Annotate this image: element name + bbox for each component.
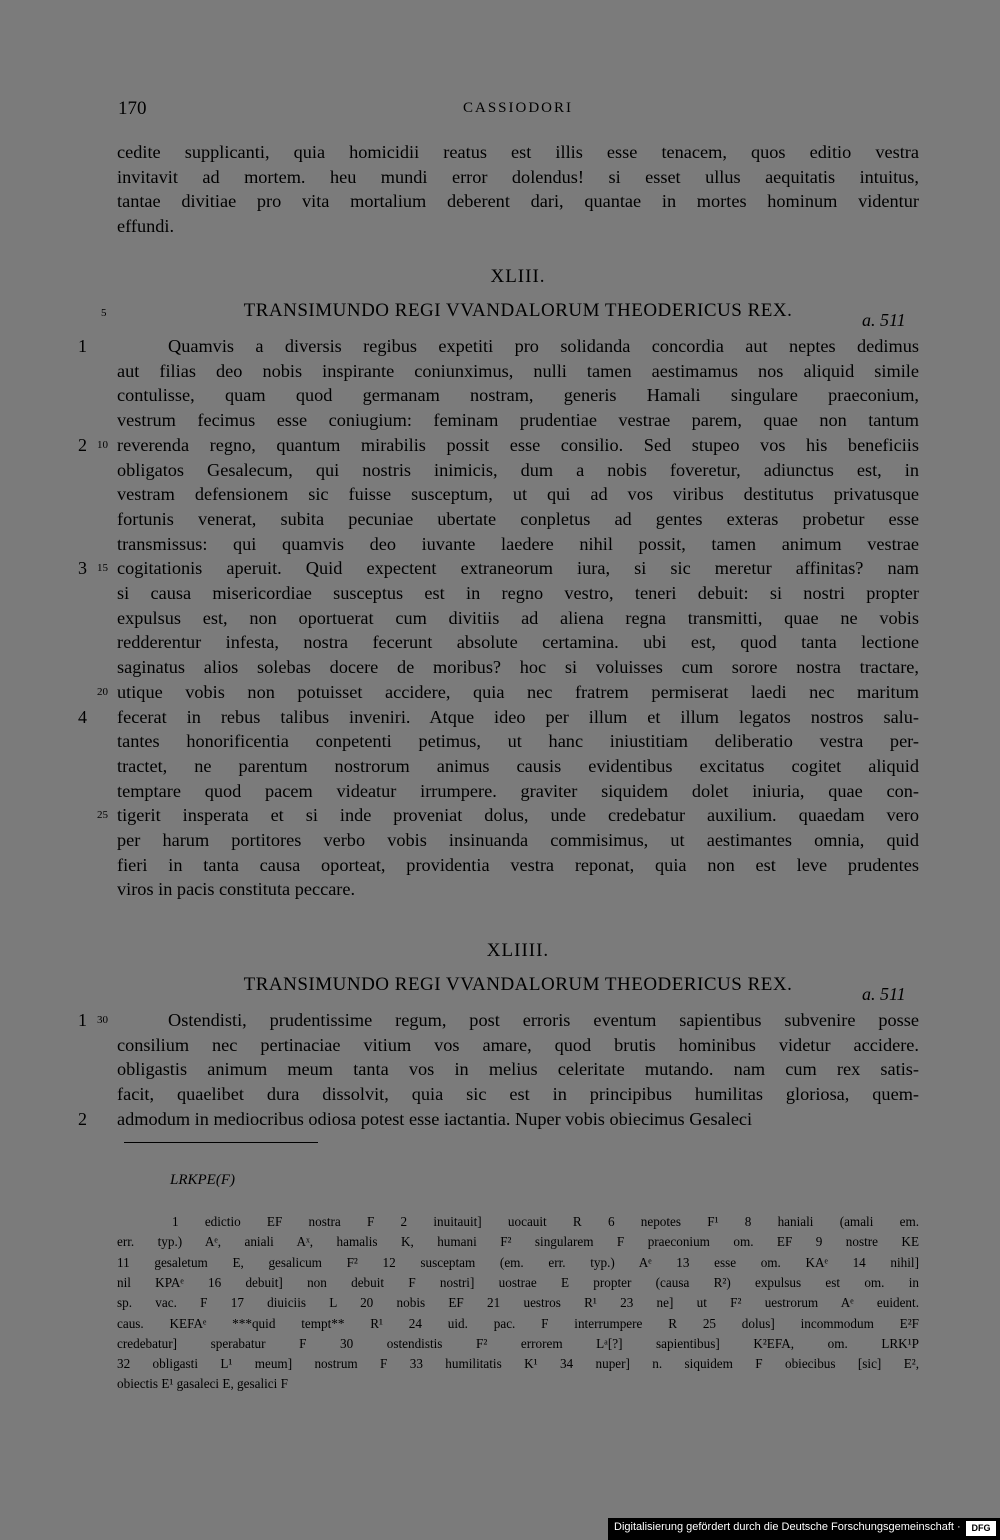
footer-text: Digitalisierung gefördert durch die Deutsche Forschungsgemeinschaft · [614, 1521, 961, 1533]
apparatus-line [117, 1354, 919, 1374]
apparatus-text: 32 obligasti L¹ meum] nostrum F 33 humilitatis K¹ 34 nuper] n. siquidem F obiecibus [sic] E², [117, 1356, 919, 1372]
footer-bar [608, 1518, 1000, 1540]
line-text: cogitationis aperuit. Quid expectent extraneorum iura, si sic meretur affinitas? nam [117, 558, 919, 579]
dfg-logo: DFG [966, 1521, 996, 1536]
apparatus-line [117, 1314, 919, 1334]
line-text: vestram defensionem sic fuisse susceptum, ut qui ad vos viribus destitutus privatusque [117, 484, 919, 505]
text-line [0, 828, 1000, 853]
line-text: fecerat in rebus talibus inveniri. Atque ideo per illum et illum legatos nostros salu- [117, 706, 919, 727]
line-text: effundi. [117, 216, 175, 237]
text-line [0, 581, 1000, 606]
apparatus-text: caus. KEFAᵉ ***quid tempt** R¹ 24 uid. pac. F interrumpere R 25 dolus] incommodum E²F [117, 1315, 919, 1331]
text-line [0, 532, 1000, 557]
text-line [0, 779, 1000, 804]
section-number: 2 [78, 1108, 87, 1129]
line-text: facit, quaelibet dura dissolvit, quia sic est in principibus humilitas gloriosa, quem- [117, 1084, 919, 1105]
letter-44-number: XLIIII. [486, 940, 550, 961]
text-line [0, 482, 1000, 507]
line-text: per harum portitores verbo vobis insinuanda commisimus, ut aestimantes omnia, quid [117, 830, 919, 850]
text-line [0, 1107, 1000, 1132]
section-number: 2 [78, 434, 87, 455]
text-line [0, 853, 1000, 878]
line-text: contulisse, quam quod germanam nostram, generis Hamali singulare praeconium, [117, 385, 919, 406]
line-text: admodum in mediocribus odiosa potest esse iactantia. Nuper vobis obiecimus Gesaleci [117, 1108, 753, 1129]
text-line [0, 383, 1000, 408]
line-text: transmissus: qui quamvis deo iuvante laedere nihil possit, tamen animum vestrae [117, 533, 919, 554]
footnote-rule [124, 1142, 318, 1143]
line-text: Quamvis a diversis regibus expetiti pro solidanda concordia aut neptes dedimus [168, 336, 919, 356]
line-text: tantes honorificentia conpetenti petimus, ut hanc iniustitiam deliberatio vestra per- [117, 731, 919, 752]
text-line [0, 408, 1000, 433]
letter-43-number: XLIII. [490, 266, 546, 287]
line-text: temptare quod pacem videatur irrumpere. graviter siquidem dolet iniuria, quae con- [117, 780, 919, 801]
text-line [0, 359, 1000, 384]
apparatus-line [117, 1334, 919, 1354]
line-text: fieri in tanta causa oporteat, providentia vestra reponat, quia non est leve prudentes [117, 854, 919, 875]
text-line [0, 1082, 1000, 1107]
text-line [0, 655, 1000, 680]
text-line [0, 458, 1000, 483]
apparatus-text: nil KPAᵉ 16 debuit] non debuit F nostri] uostrae E propter (causa R²) expulsus est om. in [117, 1274, 919, 1290]
text-line [0, 754, 1000, 779]
text-line [0, 729, 1000, 754]
apparatus-line [117, 1374, 919, 1394]
apparatus-text: credebatur] sperabatur F 30 ostendistis F² errorem Lᵃ[?] sapientibus] K²EFA, om. LRK¹P [117, 1335, 919, 1351]
apparatus-text: err. typ.) Aᵉ, aniali Aˣ, hamalis K, humani F² singularem F praeconium om. EF 9 nostre KE [117, 1234, 919, 1250]
text-line [0, 606, 1000, 631]
text-line [0, 630, 1000, 655]
line-text: utique vobis non potuisset accidere, quia nec fratrem permiserat laedi nec maritum [117, 681, 919, 702]
page-header [118, 98, 918, 124]
apparatus-line [117, 1253, 919, 1273]
line-text: aut filias deo nobis inspirante coniunximus, nulli tamen aestimamus nos aliquid simile [117, 360, 919, 381]
letter-44-date: a. 511 [862, 984, 906, 1004]
line-text: redderentur infesta, nostra fecerunt absolute certamina. ubi est, quod tanta lectione [117, 632, 919, 653]
line-number: 15 [97, 562, 108, 575]
text-line [0, 189, 1000, 214]
title-line-number: 5 [101, 307, 107, 319]
line-number: 25 [97, 809, 108, 822]
apparatus-line [117, 1212, 919, 1232]
text-line [0, 1033, 1000, 1058]
section-number: 1 [78, 336, 87, 356]
letter-43-date: a. 511 [862, 310, 906, 330]
line-text: cedite supplicanti, quia homicidii reatus est illis esse tenacem, quos editio vestra [117, 142, 919, 162]
line-text: reverenda regno, quantum mirabilis possit esse consilio. Sed stupeo vos his beneficiis [117, 434, 919, 455]
line-text: saginatus alios solebas docere de moribus? hoc si voluisses cum sorore nostra tractare, [117, 657, 919, 678]
line-text: expulsus est, non oportuerat cum divitiis ad aliena regna transmitti, quae ne vobis [117, 607, 919, 628]
section-number: 3 [78, 558, 87, 579]
line-text: si causa misericordiae susceptus est in regno vestro, teneri debuit: si nostri propter [117, 583, 919, 603]
line-text: fortunis venerat, subita pecuniae ubertate conpletus ad gentes exteras probetur esse [117, 508, 919, 529]
text-line [0, 140, 1000, 165]
line-text: obligastis animum meum tanta vos in melius celeritate mutando. nam cum rex satis- [117, 1059, 919, 1080]
line-text: viros in pacis constituta peccare. [117, 879, 356, 900]
apparatus-line [117, 1232, 919, 1252]
line-text: consilium nec pertinaciae vitium vos amare, quod brutis hominibus videtur accidere. [117, 1034, 919, 1055]
text-line [0, 165, 1000, 190]
text-line [0, 1057, 1000, 1082]
apparatus-text: sp. vac. F 17 diuiciis L 20 nobis EF 21 uestros R¹ 23 ne] ut F² uestrorum Aᵉ euident. [117, 1295, 919, 1311]
sigla: LRKPE(F) [170, 1172, 235, 1188]
section-number: 4 [78, 706, 87, 727]
running-head: CASSIODORI [462, 100, 573, 116]
text-line [0, 680, 1000, 705]
text-line [0, 877, 1000, 902]
text-line [0, 1008, 1000, 1033]
text-line [0, 705, 1000, 730]
page-number: 170 [118, 98, 147, 119]
apparatus-line [117, 1273, 919, 1293]
section-number: 1 [78, 1010, 87, 1030]
apparatus-line [117, 1293, 919, 1313]
apparatus-text: 11 gesaletum E, gesalicum F² 12 susceptam (em. err. typ.) Aᵉ 13 esse om. KAᵉ 14 nihil] [117, 1254, 919, 1270]
line-number: 20 [97, 685, 108, 698]
text-line [0, 334, 1000, 359]
line-text: tractet, ne parentum nostrorum animus causis evidentibus excitatus cogitet aliquid [117, 755, 919, 776]
text-line [0, 433, 1000, 458]
line-text: invitavit ad mortem. heu mundi error dolendus! si esset ullus aequitatis intuitus, [117, 166, 919, 187]
line-text: tantae divitiae pro vita mortalium deberent dari, quantae in mortes hominum videntur [117, 191, 919, 212]
apparatus-text: 1 edictio EF nostra F 2 inuitauit] uocauit R 6 nepotes F¹ 8 haniali (amali em. [172, 1214, 919, 1229]
letter-44-title: TRANSIMUNDO REGI VVANDALORUM THEODERICUS REX. [243, 974, 793, 995]
line-text: vestrum fecimus esse coniugium: feminam prudentiae vestrae parem, quae non tantum [117, 410, 919, 431]
line-text: tigerit insperata et si inde proveniat dolus, unde credebatur auxilium. quaedam vero [117, 805, 919, 826]
letter-43-title: TRANSIMUNDO REGI VVANDALORUM THEODERICUS REX. [243, 300, 793, 321]
text-line [0, 556, 1000, 581]
line-text: obligatos Gesalecum, qui nostris inimicis, dum a nobis foveretur, adiunctus est, in [117, 459, 919, 480]
text-line [0, 214, 1000, 239]
line-number: 30 [97, 1014, 108, 1026]
line-text: Ostendisti, prudentissime regum, post erroris eventum sapientibus subvenire posse [168, 1010, 919, 1030]
text-line [0, 507, 1000, 532]
text-line [0, 803, 1000, 828]
apparatus-text: obiectis E¹ gasaleci E, gesalici F [117, 1376, 288, 1392]
line-number: 10 [97, 438, 108, 451]
